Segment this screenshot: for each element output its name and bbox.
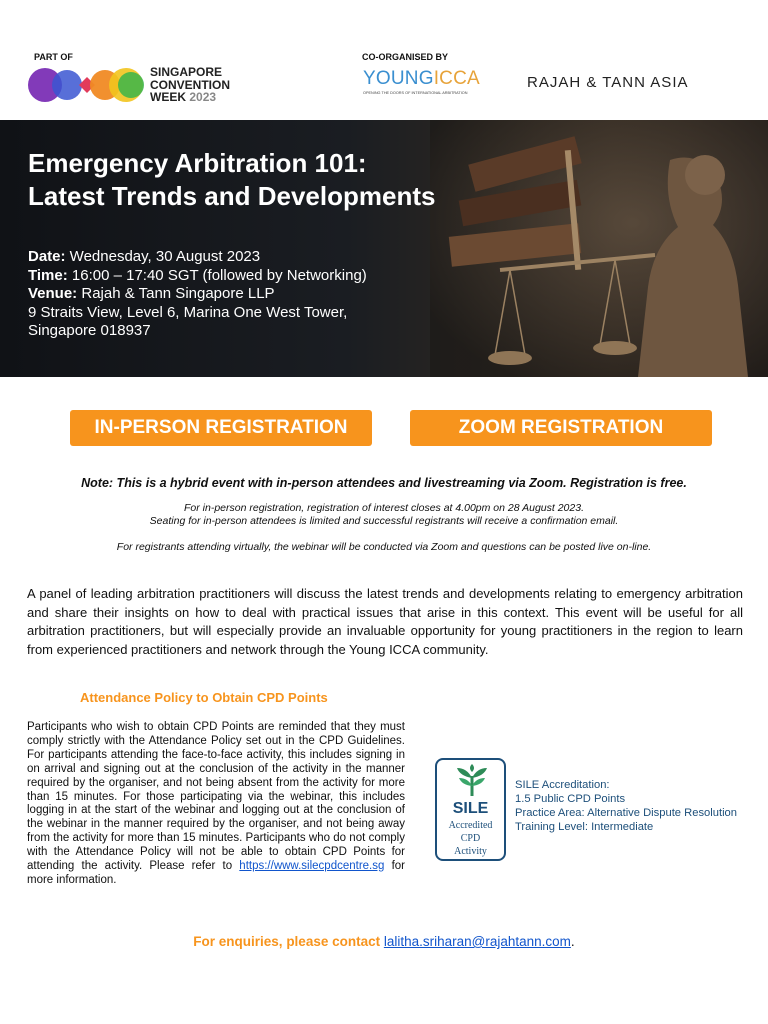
sile-accredited-badge: SILE Accredited CPD Activity [435, 758, 506, 861]
silecpdcentre-link[interactable]: https://www.silecpdcentre.sg [239, 860, 385, 873]
cpd-heading: Attendance Policy to Obtain CPD Points [80, 690, 328, 705]
virtual-note: For registrants attending virtually, the webinar will be conducted via Zoom and questions can be posted live on-line. [116, 541, 652, 553]
lady-justice-statue-icon [430, 120, 768, 377]
enquiry-email-link[interactable]: lalitha.sriharan@rajahtann.com [383, 934, 571, 949]
sile-accreditation-info: SILE Accreditation: 1.5 Public CPD Points Practice Area: Alternative Dispute Resolution Training Level: Intermediate [515, 779, 738, 833]
event-title: Emergency Arbitration 101: Latest Trends and Developments [28, 148, 436, 211]
intro-paragraph: A panel of leading arbitration practitioners will discuss the latest trends and developments relating to emergency arbitration and share their insights on how to deal with practical issues that arise in this context. This event will be useful for all arbitration practitioners, but will especially provide an invaluable opportunity for young practitioners in the region to learn from experienced practitioners and network through the Young ICCA community. [27, 586, 743, 657]
part-of-label: PART OF [34, 52, 73, 62]
rajah-tann-logo: RAJAH & TANN ASIA [527, 74, 689, 91]
event-date: Date: Wednesday, 30 August 2023 [28, 248, 261, 265]
co-organised-label: CO-ORGANISED BY [362, 52, 449, 62]
zoom-registration-button[interactable]: ZOOM REGISTRATION [410, 410, 712, 446]
event-address-line2: Singapore 018937 [28, 322, 151, 339]
scw-wordmark: SINGAPORE CONVENTION WEEK 2023 [150, 65, 231, 104]
event-banner [0, 120, 768, 377]
event-time: Time: 16:00 – 17:40 SGT (followed by Networking) [28, 266, 367, 284]
attendance-policy-text: Participants who wish to obtain CPD Points are reminded that they must comply strictly with the Attendance Policy set out in the CPD Guidelines. For participants attending the face-to-face activity, this includes signing in on arrival and signing out at the conclusion of the activity in the manner required by the organiser, and not being absent from the activity for more than 15 minutes. For those participating via the webinar, this includes logging in at the start of the webinar and logging out at the conclusion of the webinar in the manner required by the organiser, and not being away from the activity for more than 15 minutes. Participants who do not comply with the Attendance Policy will not be able to obtain CPD Points for attending the activity. Please refer to https://www.silecpdcentre.sg for more information. [27, 721, 405, 886]
in-person-registration-button[interactable]: IN-PERSON REGISTRATION [70, 410, 372, 446]
event-venue: Venue: Rajah & Tann Singapore LLP [28, 285, 275, 302]
enquiry-line: For enquiries, please contact lalitha.sriharan@rajahtann.com. [193, 934, 575, 949]
in-person-note: For in-person registration, registration of interest closes at 4.00pm on 28 August 2023. Seating for in-person attendees is limited and successful registrants will receive a confirmation email. [149, 502, 619, 527]
young-icca-logo: YOUNGICCA OPENING THE DOORS OF INTERNATIONAL ARBITRATION [363, 68, 480, 95]
scw-logo [27, 50, 267, 110]
event-details [28, 248, 367, 341]
hybrid-note: Note: This is a hybrid event with in-person attendees and livestreaming via Zoom. Registration is free. [81, 476, 687, 490]
event-address-line1: 9 Straits View, Level 6, Marina One West Tower, [28, 303, 348, 321]
sile-leaf-icon [455, 764, 489, 798]
scw-circles-icon [27, 67, 145, 103]
